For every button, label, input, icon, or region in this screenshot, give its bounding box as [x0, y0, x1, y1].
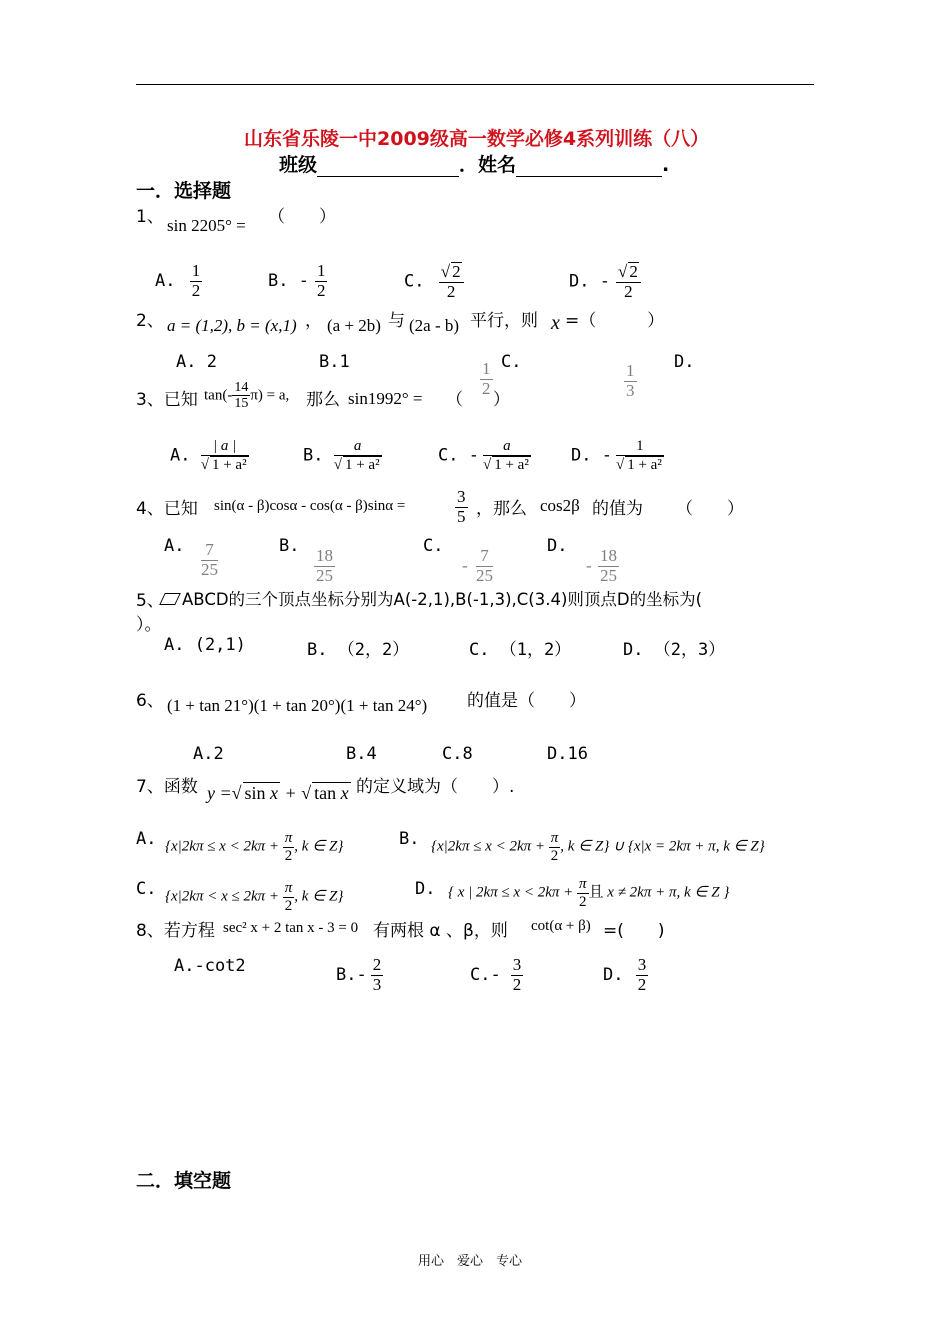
q4-number: 4、已知 — [136, 499, 198, 519]
q8-tail1: 有两根 α 、β，则 — [373, 921, 508, 941]
q5-option-d: D. （2，3） — [623, 640, 726, 660]
q4-fraction: $\frac{3}{5}$ — [457, 487, 466, 526]
q1-option-d: D. - $\frac{√ 2}{2}$ — [569, 262, 641, 301]
q4-expression: sin(α - β)cosα - cos(α - β)sinα = — [214, 498, 406, 514]
q2-vectors: a = (1,2), b = (x,1) — [167, 316, 297, 335]
page-title: 山东省乐陵一中2009级高一数学必修4系列训练（八） — [244, 128, 710, 150]
q6-option-a: A.2 — [193, 744, 224, 764]
q7-option-c: C. — [136, 879, 157, 899]
q2-comma: ， — [305, 311, 322, 331]
q5-number: 5、 — [136, 591, 164, 611]
q7-answer-b: {x|2kπ ≤ x < 2kπ + $\frac{\pi}{2}$ , k ∈ Z} ∪ {x|x = 2kπ + π, k ∈ Z} — [431, 830, 765, 864]
q8-number: 8、若方程 — [136, 921, 215, 941]
q3-number: 3、已知 — [136, 390, 198, 410]
q3-sin: sin1992° = — [348, 389, 423, 408]
q4-neg-c: - — [462, 556, 468, 575]
q1-option-c: C. $\frac{√ 2}{2}$ — [404, 262, 464, 301]
q3-option-b: B. $\frac{a}{\text{√ 1 + a²}}$ — [303, 438, 380, 473]
q8-option-b: B.- $\frac{2}{3}$ — [336, 955, 382, 994]
q4-value-b: $\frac{18}{25}$ — [316, 546, 333, 585]
class-blank[interactable] — [317, 157, 459, 177]
q7-answer-d: { x | 2kπ ≤ x < 2kπ + $\frac{\pi}{2}$ 且 x ≠ 2kπ + π, k ∈ Z } — [448, 876, 730, 910]
q6-option-b: B.4 — [346, 744, 377, 764]
q6-number: 6、 — [136, 691, 164, 711]
section-fill-heading: 二．填空题 — [136, 1170, 232, 1192]
q6-option-d: D.16 — [547, 744, 588, 764]
q1-number: 1、 — [136, 207, 164, 227]
q6-option-c: C.8 — [442, 744, 473, 764]
q3-third: $\frac{1}{3}$ — [626, 361, 635, 400]
q3-paren-left: （ — [446, 390, 463, 410]
q2-tail: 平行，则 — [470, 311, 538, 331]
q2-option-b: B.1 — [319, 352, 350, 372]
q3-paren-right: ） — [493, 390, 510, 410]
q7-option-b: B. — [399, 829, 420, 849]
q2-with: 与 — [388, 311, 405, 331]
q4-tail1: ，那么 — [476, 499, 527, 519]
q4-neg-d: - — [586, 556, 592, 575]
q3-half: $\frac{1}{2}$ — [482, 359, 491, 398]
q6-tail: 的值是（ ） — [467, 691, 586, 711]
q7-number: 7、函数 — [136, 777, 198, 797]
q3-tan: tan(- $\frac{14}{15}$ π) = a, — [204, 380, 290, 412]
q4-value-d: $\frac{18}{25}$ — [600, 546, 617, 585]
q8-cot: cot(α + β) — [531, 918, 591, 934]
q7-tail: 的定义域为（ ）. — [356, 777, 515, 797]
q4-tail2: 的值为 — [592, 499, 643, 519]
q6-expression: (1 + tan 21°)(1 + tan 20°)(1 + tan 24°) — [167, 696, 428, 715]
q1-paren: （ ） — [268, 207, 336, 227]
q1-expression: sin 2205° = — [167, 216, 246, 235]
q2-expr2: (2a - b) — [409, 316, 460, 335]
q3-option-a: A. $\frac{| a |}{\text{√ 1 + a²}}$ — [170, 438, 247, 473]
q2-expr1: (a + 2b) — [327, 316, 381, 335]
q5-option-b: B. （2，2） — [307, 640, 410, 660]
q5-text: ABCD的三个顶点坐标分别为A(-2,1),B(-1,3),C(3.4)则顶点D的坐标为( — [160, 586, 702, 610]
q2-number: 2、 — [136, 311, 164, 331]
q7-answer-a: {x|2kπ ≤ x < 2kπ + $\frac{\pi}{2}$ , k ∈ Z} — [165, 830, 344, 864]
q3-tail: 那么 — [306, 390, 340, 410]
student-info: 班级 ．姓名 . — [279, 154, 670, 176]
q8-option-d: D. $\frac{3}{2}$ — [603, 955, 647, 994]
q5-option-a: A. (2,1) — [164, 635, 246, 655]
parallelogram-icon — [159, 593, 181, 605]
q4-cos2b: cos2β — [540, 496, 580, 515]
q3-option-d: D. - $\frac{1}{\text{√ 1 + a²}}$ — [571, 438, 662, 473]
q4-value-c: $\frac{7}{25}$ — [476, 546, 493, 585]
q7-function: y =√ sin x + √ tan x — [207, 783, 349, 803]
q4-paren: （ ） — [676, 499, 744, 519]
page-footer: 用心 爱心 专心 — [418, 1254, 523, 1269]
section-choice-heading: 一．选择题 — [136, 180, 232, 202]
name-blank[interactable] — [516, 157, 662, 177]
q7-option-a: A. — [136, 829, 157, 849]
header-rule — [136, 84, 814, 85]
q4-option-b: B. — [279, 536, 300, 556]
q1-option-a: A. $\frac{1}{2}$ — [155, 261, 201, 300]
q8-equation: sec² x + 2 tan x - 3 = 0 — [223, 920, 359, 936]
q2-option-d: D. — [674, 352, 695, 372]
q2-option-a: A. 2 — [176, 352, 217, 372]
q4-option-c: C. — [423, 536, 444, 556]
q5-continuation: ）。 — [136, 615, 162, 635]
q2-x: x — [551, 312, 560, 334]
q4-option-d: D. — [547, 536, 568, 556]
name-label: 姓名 — [478, 154, 517, 176]
q5-option-c: C. （1，2） — [469, 640, 572, 660]
class-label: 班级 — [279, 154, 318, 176]
q1-option-b: B. - $\frac{1}{2}$ — [268, 261, 326, 300]
q2-option-c: C. — [501, 352, 522, 372]
q8-option-a: A.-cot2 — [174, 956, 246, 976]
q7-option-d: D. — [415, 879, 436, 899]
q7-answer-c: {x|2kπ < x ≤ 2kπ + $\frac{\pi}{2}$ , k ∈ Z} — [165, 880, 344, 914]
q8-tail2: =( ) — [603, 921, 665, 941]
q3-option-c: C. - $\frac{a}{\text{√ 1 + a²}}$ — [438, 438, 529, 473]
q8-option-c: C.- $\frac{3}{2}$ — [470, 955, 522, 994]
q2-paren: =（ ） — [565, 311, 665, 331]
q4-value-a: $\frac{7}{25}$ — [201, 540, 218, 579]
q4-option-a: A. — [164, 536, 185, 556]
